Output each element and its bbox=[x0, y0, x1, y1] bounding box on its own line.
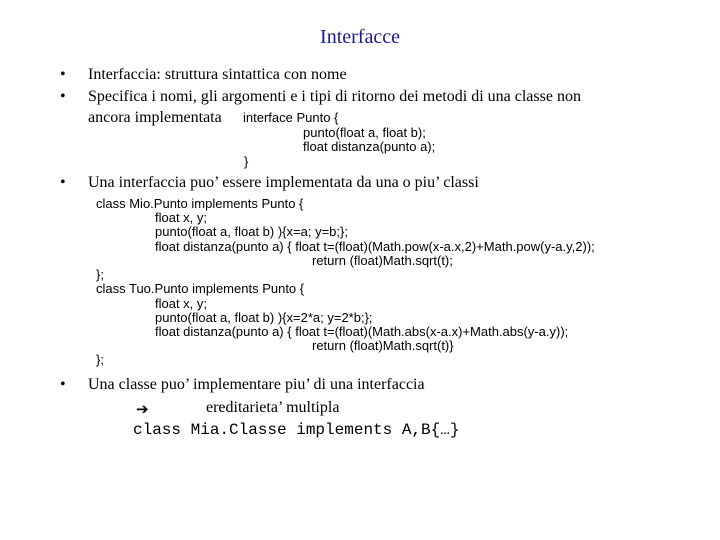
bullet-text-4-code: class Mia.Classe implements A,B{…} bbox=[133, 421, 460, 439]
class-code-line-8: float x, y; bbox=[155, 296, 208, 311]
bullet-marker: • bbox=[60, 376, 66, 393]
bullet-text-4-line-1: Una classe puo’ implementare piu’ di una interfaccia bbox=[88, 376, 425, 393]
class-code-line-4: float distanza(punto a) { float t=(float)(Math.pow(x-a.x,2)+Math.pow(y-a.y,2)); bbox=[155, 239, 595, 254]
bullet-marker: • bbox=[60, 88, 66, 105]
bullet-text-3: Una interfaccia puo’ essere implementata da una o piu’ classi bbox=[88, 174, 479, 191]
class-code-line-10: float distanza(punto a) { float t=(float)(Math.abs(x-a.x)+Math.abs(y-a.y)); bbox=[155, 324, 569, 339]
class-code-line-11: return (float)Math.sqrt(t)} bbox=[312, 338, 454, 353]
class-code-line-3: punto(float a, float b) ){x=a; y=b;}; bbox=[155, 224, 348, 239]
bullet-marker: • bbox=[60, 66, 66, 83]
class-code-line-9: punto(float a, float b) ){x=2*a; y=2*b;}; bbox=[155, 310, 373, 325]
interface-code-header: interface Punto { bbox=[243, 110, 339, 125]
class-code-line-5: return (float)Math.sqrt(t); bbox=[312, 253, 453, 268]
interface-code-line-2: float distanza(punto a); bbox=[303, 139, 436, 154]
bullet-text-4-line-2: ereditarieta’ multipla bbox=[206, 399, 340, 416]
bullet-text-1: Interfaccia: struttura sintattica con nome bbox=[88, 66, 347, 83]
class-code-line-2: float x, y; bbox=[155, 210, 208, 225]
class-code-line-7: class Tuo.Punto implements Punto { bbox=[96, 281, 305, 296]
bullet-marker: • bbox=[60, 174, 66, 191]
slide-title: Interfacce bbox=[320, 26, 400, 48]
bullet-text-2-line-1: Specifica i nomi, gli argomenti e i tipi di ritorno dei metodi di una classe non bbox=[88, 88, 581, 105]
class-code-line-12: }; bbox=[96, 352, 104, 367]
interface-code-line-1: punto(float a, float b); bbox=[303, 125, 426, 140]
class-code-line-1: class Mio.Punto implements Punto { bbox=[96, 196, 304, 211]
interface-code-close: } bbox=[244, 154, 249, 169]
class-code-line-6: }; bbox=[96, 267, 104, 282]
bullet-text-2-line-2: ancora implementata bbox=[88, 109, 222, 126]
arrow-right-icon: ➔ bbox=[136, 400, 149, 418]
